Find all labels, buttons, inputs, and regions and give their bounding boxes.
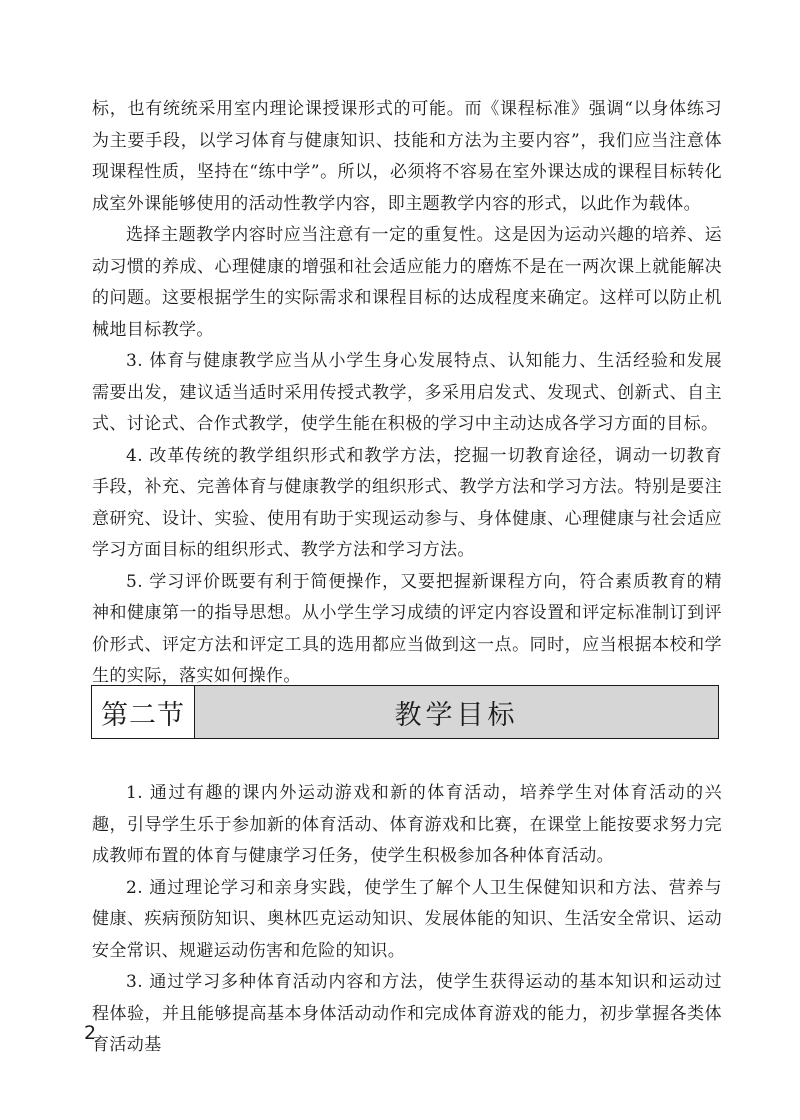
section-title: 教学目标 xyxy=(195,686,718,738)
paragraph-repetition: 选择主题教学内容时应当注意有一定的重复性。这是因为运动兴趣的培养、运动习惯的养成、心理健康的增强和社会适应能力的磨炼不是在一两次课上就能解决的问题。这要根据学生的实际需求和课程目标的达成程度来确定。这样可以防止机械地目标教学。 xyxy=(92,225,722,340)
goal-item-2: 2. 通过理论学习和亲身实践，使学生了解个人卫生保健知识和方法、营养与健康、疾病预防知识、奥林匹克运动知识、发展体能的知识、生活安全常识、运动安全常识、规避运动伤害和危险的知识。 xyxy=(92,877,722,961)
paragraph-item-4: 4. 改革传统的教学组织形式和教学方法，挖掘一切教育途径，调动一切教育手段，补充、完善体育与健康教学的组织形式、教学方法和学习方法。特别是要注意研究、设计、实验、使用有助于实现运动参与、身体健康、心理健康与社会适应学习方面目标的组织形式、教学方法和学习方法。 xyxy=(92,445,722,560)
body-text-bottom xyxy=(92,778,722,1062)
page-number: 2 xyxy=(84,1022,97,1044)
goal-item-1: 1. 通过有趣的课内外运动游戏和新的体育活动，培养学生对体育活动的兴趣，引导学生乐于参加新的体育活动、体育游戏和比赛，在课堂上能按要求努力完成教师布置的体育与健康学习任务，使学生积极参加各种体育活动。 xyxy=(92,783,722,866)
body-text-top xyxy=(92,94,722,693)
paragraph-item-3: 3. 体育与健康教学应当从小学生身心发展特点、认知能力、生活经验和发展需要出发，建议适当适时采用传授式教学，多采用启发式、发现式、创新式、自主式、讨论式、合作式教学，使学生能在积极的学习中主动达成各学习方面的目标。 xyxy=(92,351,722,434)
section-header xyxy=(91,685,719,739)
section-number: 第二节 xyxy=(92,686,195,738)
paragraph-continuation: 标，也有统统采用室内理论课授课形式的可能。而《课程标准》强调“以身体练习为主要手段，以学习体育与健康知识、技能和方法为主要内容”，我们应当注意体现课程性质，坚持在“练中学”。所以，必须将不容易在室外课达成的课程目标转化成室外课能够使用的活动性教学内容，即主题教学内容的形式，以此作为载体。 xyxy=(92,99,722,214)
goal-item-3: 3. 通过学习多种体育活动内容和方法，使学生获得运动的基本知识和运动过程体验，并且能够提高基本身体活动动作和完成体育游戏的能力，初步掌握各类体育活动基 xyxy=(92,972,722,1055)
paragraph-item-5: 5. 学习评价既要有利于简便操作，又要把握新课程方向，符合素质教育的精神和健康第一的指导思想。从小学生学习成绩的评定内容设置和评定标准制订到评价形式、评定方法和评定工具的选用都应当做到这一点。同时，应当根据本校和学生的实际，落实如何操作。 xyxy=(92,571,722,686)
